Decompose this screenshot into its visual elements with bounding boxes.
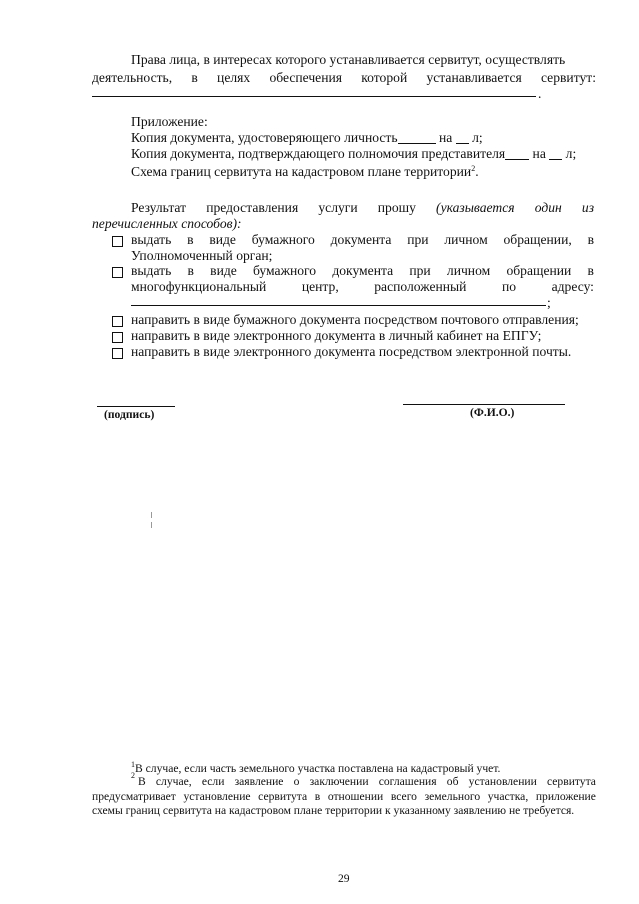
option-2-line-1-word: документа xyxy=(332,263,394,278)
footnote-2-line-2-word: установление xyxy=(183,790,251,803)
signature-label: (подпись) xyxy=(104,408,155,421)
option-1-line-1-word: виде xyxy=(209,232,236,247)
option-1-line-1-word: выдать xyxy=(131,232,172,247)
attachment-item-2-label: Копия документа, подтверждающего полномочия представителя xyxy=(131,146,506,161)
footnote-2-line-2-word: участка, xyxy=(487,790,529,803)
option-5-checkbox[interactable] xyxy=(112,348,123,359)
option-2-address-line xyxy=(131,305,546,306)
option-2-checkbox[interactable] xyxy=(112,267,123,278)
option-1-line-1-word: бумажного xyxy=(251,232,315,247)
footnote-2-line-1-word: заключении xyxy=(309,775,369,788)
option-4-text: направить в виде электронного документа в личный кабинет на ЕПГУ; xyxy=(131,328,542,343)
attachment-item-3 xyxy=(131,164,479,180)
signature-line xyxy=(97,406,175,407)
attachment-item-2 xyxy=(131,146,576,162)
footnote-1-text: В случае, если часть земельного участка поставлена на кадастровый учет. xyxy=(135,762,501,775)
footnote-2-line-1-word: соглашения xyxy=(378,775,437,788)
option-2-line-1-word: личном xyxy=(446,263,491,278)
scan-mark xyxy=(151,512,152,518)
footnote-2-line-2-word: приложение xyxy=(535,790,596,803)
footnote-2-line-1-word: установлении xyxy=(468,775,537,788)
option-1-line-1 xyxy=(131,232,594,248)
footnote-1 xyxy=(131,760,500,775)
rights-line-2 xyxy=(92,70,596,86)
footnote-2-line-2 xyxy=(92,790,596,803)
attachment-item-1 xyxy=(131,130,483,146)
footnote-2-line-1-word: случае, xyxy=(155,775,192,788)
option-2-line-1-word: выдать xyxy=(131,263,172,278)
option-1-checkbox[interactable] xyxy=(112,236,123,247)
scan-mark xyxy=(151,522,152,528)
result-line-2: перечисленных способов): xyxy=(92,216,242,231)
rights-line-2-word: устанавливается xyxy=(426,70,522,85)
option-2-line-2-word: многофункциональный xyxy=(131,279,267,294)
rights-line-2-word: в xyxy=(191,70,198,85)
result-line-1-word: предоставления xyxy=(206,200,299,215)
rights-line-2-word: которой xyxy=(361,70,408,85)
footnote-2-line-2-word: земельного xyxy=(424,790,481,803)
footnote-2-line-1-word: сервитута xyxy=(546,775,596,788)
rights-fill-dot: . xyxy=(538,86,542,101)
attachments-heading: Приложение: xyxy=(131,114,208,129)
name-line xyxy=(403,404,565,405)
option-1-line-1-word: обращении, xyxy=(503,232,572,247)
attachment-item-1-blank xyxy=(398,131,436,144)
option-2-line-2 xyxy=(131,279,594,295)
attachment-item-1-mid: на xyxy=(438,130,453,145)
footnote-2-number: 2 xyxy=(131,771,135,780)
footnote-2-line-1 xyxy=(138,775,596,788)
option-2-line-1-word: бумажного xyxy=(253,263,317,278)
result-line-1-word: Результат xyxy=(131,200,187,215)
attachment-item-2-end: л; xyxy=(565,146,577,161)
result-line-1-word: услуги xyxy=(318,200,358,215)
attachment-item-2-blank xyxy=(505,147,529,160)
option-4-checkbox[interactable] xyxy=(112,332,123,343)
rights-line-2-word: деятельность, xyxy=(92,70,173,85)
option-1-line-1-word: в xyxy=(587,232,594,247)
attachment-item-3-label: Схема границ сервитута на кадастровом плане территории xyxy=(131,164,472,179)
footnote-2-line-3: схемы границ сервитута на кадастровом плане территории к указанному заявлению не требуется. xyxy=(92,804,575,817)
footnote-2-line-1-word: о xyxy=(293,775,300,788)
page-number: 29 xyxy=(338,872,350,885)
option-2-line-1 xyxy=(131,263,594,279)
attachment-item-1-end: л; xyxy=(472,130,483,145)
footnote-2-line-2-word: сервитута xyxy=(258,790,308,803)
result-line-1 xyxy=(131,200,594,216)
footnote-2-line-2-word: предусматривает xyxy=(92,790,176,803)
result-line-1-italic-word: один xyxy=(534,200,562,215)
footnote-2-line-2-word: в xyxy=(314,790,321,803)
rights-line-2-word: целях xyxy=(217,70,251,85)
option-1-line-1-word: личном xyxy=(444,232,488,247)
attachment-item-1-pages-blank xyxy=(456,131,469,144)
attachment-item-2-mid: на xyxy=(532,146,546,161)
option-2-line-3-end: ; xyxy=(547,295,551,310)
option-1-line-1-word: при xyxy=(407,232,429,247)
option-2-line-2-word: по xyxy=(501,279,517,294)
option-2-line-2-word: адресу: xyxy=(551,279,594,294)
option-2-line-1-word: в xyxy=(187,263,194,278)
attachment-item-3-footnote-ref: 2 xyxy=(471,164,476,173)
footnote-2-line-2-word: всего xyxy=(390,790,417,803)
result-line-1-italic-word: из xyxy=(581,200,594,215)
rights-line-1: Права лица, в интересах которого устанавливается сервитут, осуществлять xyxy=(131,52,566,67)
option-2-line-1-word: в xyxy=(587,263,594,278)
footnote-2-line-2-word: отношении xyxy=(327,790,384,803)
attachment-item-3-end: . xyxy=(475,164,479,179)
result-line-1-word: прошу xyxy=(377,200,416,215)
option-1-line-1-word: в xyxy=(187,232,194,247)
option-5-text: направить в виде электронного документа посредством электронной почты. xyxy=(131,344,572,359)
name-label: (Ф.И.О.) xyxy=(470,406,515,419)
footnote-2-line-1-word: если xyxy=(201,775,225,788)
option-2-line-1-word: виде xyxy=(210,263,237,278)
option-1-line-2: Уполномоченный орган; xyxy=(131,248,273,263)
rights-line-2-word: сервитут: xyxy=(540,70,596,85)
footnote-2-line-1-word: В xyxy=(138,775,146,788)
option-2-line-2-word: расположенный xyxy=(374,279,467,294)
footnote-1-number: 1 xyxy=(131,760,135,769)
option-3-text: направить в виде бумажного документа посредством почтового отправления; xyxy=(131,312,579,327)
rights-line-2-word: обеспечения xyxy=(269,70,343,85)
option-3-checkbox[interactable] xyxy=(112,316,123,327)
footnote-2-line-1-word: заявление xyxy=(234,775,284,788)
result-line-1-italic-word: (указывается xyxy=(436,200,515,215)
option-2-line-2-word: центр, xyxy=(301,279,339,294)
footnote-2-line-1-word: об xyxy=(446,775,459,788)
attachment-item-1-label: Копия документа, удостоверяющего личность xyxy=(131,130,398,145)
attachment-item-2-pages-blank xyxy=(549,147,562,160)
rights-fill-line xyxy=(92,96,536,97)
option-1-line-1-word: документа xyxy=(330,232,392,247)
option-2-line-1-word: при xyxy=(409,263,431,278)
option-2-line-1-word: обращении xyxy=(506,263,572,278)
